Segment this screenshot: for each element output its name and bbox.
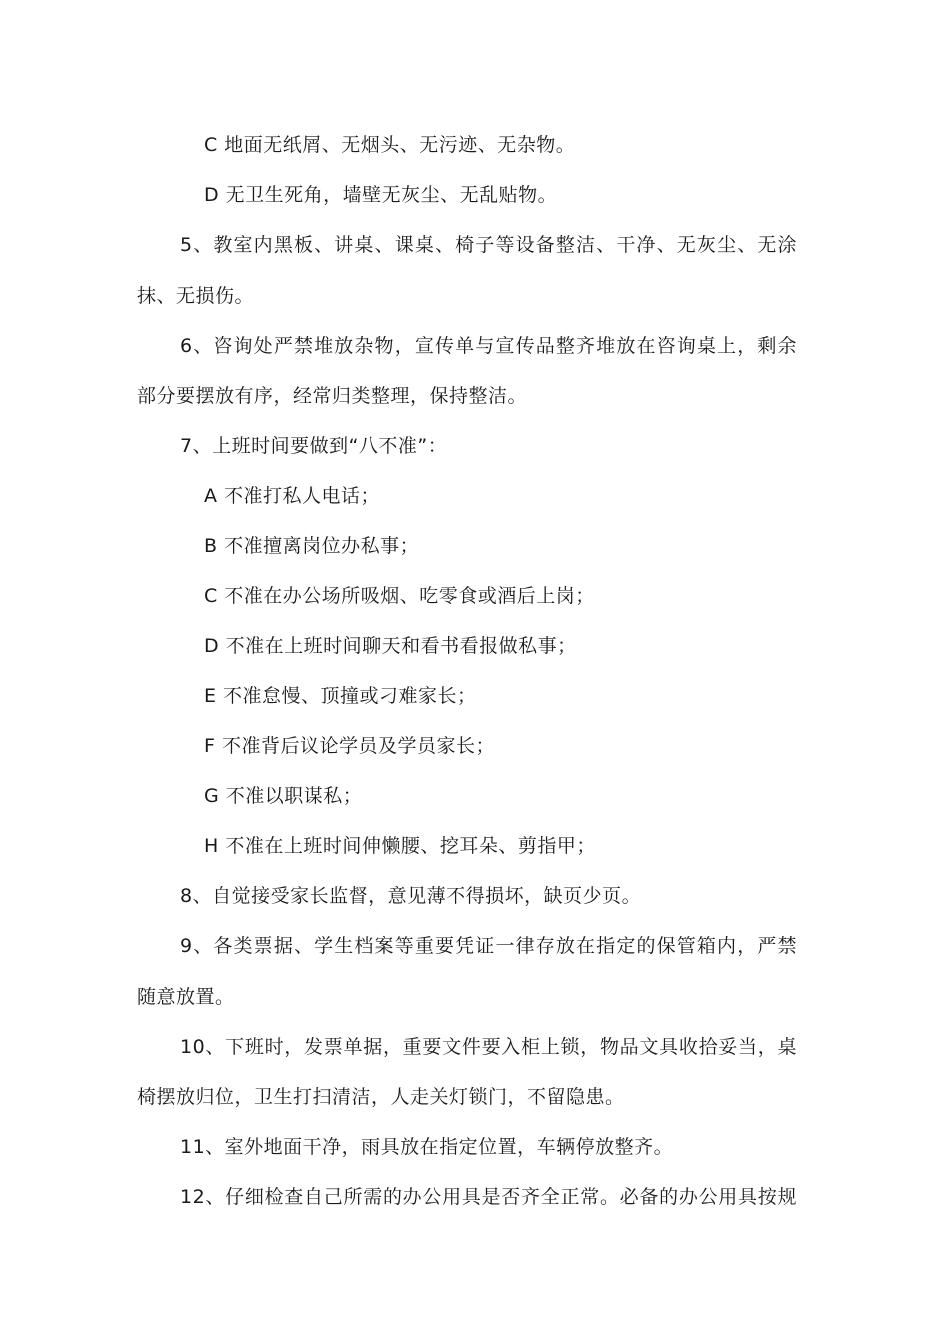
- text-line: 12、仔细检查自己所需的办公用具是否齐全正常。必备的办公用具按规: [180, 1186, 797, 1208]
- text-line: 11、室外地面干净，雨具放在指定位置，车辆停放整齐。: [180, 1136, 674, 1158]
- text-line: 10、下班时，发票单据，重要文件要入柜上锁，物品文具收拾妥当，桌: [180, 1036, 797, 1058]
- text-line: A 不准打私人电话；: [204, 485, 381, 507]
- text-line: C 地面无纸屑、无烟头、无污迹、无杂物。: [204, 134, 576, 156]
- text-line: 5、教室内黑板、讲桌、课桌、椅子等设备整洁、干净、无灰尘、无涂: [180, 234, 797, 256]
- text-line: F 不准背后议论学员及学员家长；: [204, 735, 495, 757]
- text-line: 部分要摆放有序，经常归类整理，保持整洁。: [137, 385, 528, 407]
- text-line: C 不准在办公场所吸烟、吃零食或酒后上岗；: [204, 585, 595, 607]
- text-line: H 不准在上班时间伸懒腰、挖耳朵、剪指甲；: [204, 835, 596, 857]
- text-line: 8、自觉接受家长监督，意见薄不得损坏，缺页少页。: [180, 885, 642, 907]
- text-line: G 不准以职谋私；: [204, 785, 363, 807]
- text-line: D 无卫生死角，墙壁无灰尘、无乱贴物。: [204, 184, 558, 206]
- text-line: 抹、无损伤。: [137, 285, 255, 307]
- text-line: 9、各类票据、学生档案等重要凭证一律存放在指定的保管箱内，严禁: [180, 935, 797, 957]
- text-line: 椅摆放归位，卫生打扫清洁，人走关灯锁门，不留隐患。: [137, 1086, 625, 1108]
- text-line: B 不准擅离岗位办私事；: [204, 535, 420, 557]
- text-line: E 不准怠慢、顶撞或刁难家长；: [204, 685, 477, 707]
- text-line: 6、咨询处严禁堆放杂物，宣传单与宣传品整齐堆放在咨询桌上，剩余: [180, 335, 797, 357]
- text-line: 7、上班时间要做到“八不准”：: [180, 435, 448, 457]
- text-line: 随意放置。: [137, 986, 235, 1008]
- text-line: D 不准在上班时间聊天和看书看报做私事；: [204, 635, 577, 657]
